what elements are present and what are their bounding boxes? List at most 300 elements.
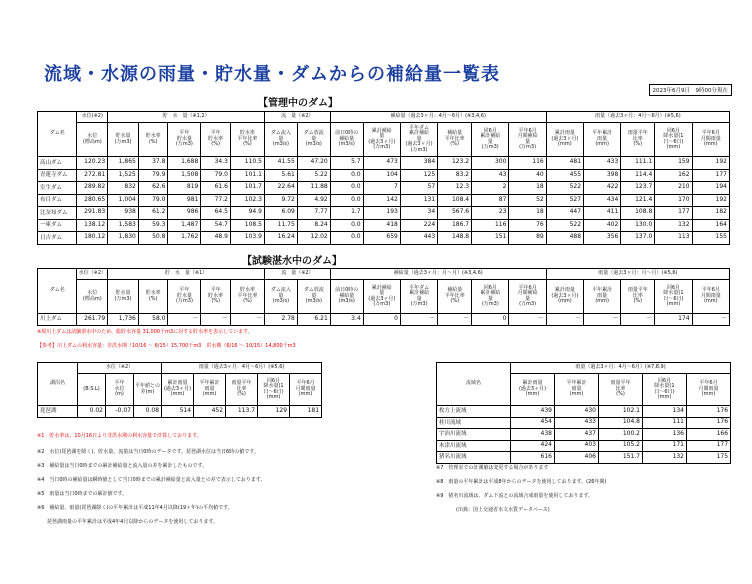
table-cell: 134 <box>643 406 687 418</box>
table-cell: － <box>692 314 729 326</box>
footnote: ※8 雨量の平年累計は平成8年からのデータを使用しております。(26年間) <box>436 479 607 485</box>
column-header: ダム流入 量 (m3/s) <box>264 280 297 314</box>
column-header: 平年 水位 (m) <box>106 374 134 406</box>
table-cell: － <box>168 314 201 326</box>
column-header: 貯水率 (%) <box>138 123 168 157</box>
table-cell: 111.1 <box>621 157 655 170</box>
table-cell: 193 <box>363 207 400 220</box>
table-cell: 194 <box>692 182 729 195</box>
table-cell: 181 <box>290 406 322 418</box>
column-header: 雨量平年 比率 (%) <box>621 280 655 314</box>
table-cell: 12.02 <box>297 232 330 245</box>
dam-name: 青蓮寺ダム <box>38 169 77 182</box>
table-cell: 101.1 <box>230 169 264 182</box>
footnote: (出典：国土交通省水文水質データベース) <box>456 507 550 513</box>
table-cell: 567.6 <box>438 207 472 220</box>
table-cell: 5.7 <box>330 157 363 170</box>
table-cell: 43 <box>472 169 509 182</box>
column-header: 同6月 降水量(1 日～6日) (mm) <box>655 280 692 314</box>
footnote: ※1 貯水率は、10月16日より非洪水期の利水容量で計算しております。 <box>37 433 202 439</box>
basin-table <box>436 362 731 464</box>
table-cell: 433 <box>555 417 599 429</box>
column-header: 雨量平年 比率 (%) <box>621 123 655 157</box>
table-cell: 79.9 <box>138 169 168 182</box>
table-cell: 62.6 <box>138 182 168 195</box>
table-row <box>38 194 730 207</box>
table-cell: 514 <box>162 406 194 418</box>
table-cell: 434 <box>584 194 621 207</box>
basin-name: 桂川流域 <box>437 417 511 429</box>
table-cell: 64.5 <box>201 207 231 220</box>
table-cell: 47.20 <box>297 157 330 170</box>
table-cell: 177 <box>687 440 731 452</box>
table-cell: 108.5 <box>230 219 264 232</box>
column-header: 平年 貯水量 (万m3) <box>168 123 201 157</box>
column-header: 同6月 降水量(1 日～6日) (mm) <box>643 374 687 406</box>
table-cell: 0.02 <box>78 406 106 418</box>
table-row <box>38 314 730 326</box>
trial-reference-note: 【参考】川上ダムの利水容量：非洪水期（10/16 ～ 6/15）15,700千m3 洪水期（6/16 ～ 10/15）14,800千m3 <box>37 343 296 349</box>
column-header: 平年6月 月間補給 量 (万m3) <box>509 280 546 314</box>
lake-name: 琵琶湖 <box>38 406 78 418</box>
table-cell: 1,865 <box>108 157 139 170</box>
table-row <box>38 406 322 418</box>
table-cell: 938 <box>108 207 139 220</box>
table-cell: 1,525 <box>108 169 139 182</box>
table-cell: 2.78 <box>264 314 297 326</box>
column-group-header: 補給量（過去3ヶ月：月～月）(※3,4,6) <box>330 269 546 280</box>
table-cell: 300 <box>472 157 509 170</box>
table-cell: 1,688 <box>168 157 201 170</box>
table-cell: 9.72 <box>264 194 297 207</box>
table-row <box>38 157 730 170</box>
table-cell: 981 <box>168 194 201 207</box>
basin-name: 宇治川流域 <box>437 429 511 441</box>
column-header: 平年6月 月間雨量 (mm) <box>692 123 729 157</box>
table-cell: 430 <box>555 406 599 418</box>
column-group-header: 水位(※2) <box>77 112 108 123</box>
table-cell: 123.7 <box>621 182 655 195</box>
basin-name: 木津川流域 <box>437 440 511 452</box>
column-header: 前日0時の 補給量 (m3/s) <box>330 123 363 157</box>
table-row <box>38 169 730 182</box>
column-header: 累計補給 量 (過去3ヶ月) (万m3) <box>363 123 400 157</box>
table-cell: 180.12 <box>77 232 108 245</box>
table-cell: 131 <box>400 194 437 207</box>
column-header: 累計雨量 (過去3ヶ月) (mm) <box>162 374 194 406</box>
table-cell: － <box>230 314 264 326</box>
trial-note: ※現川上ダムは試験湛水中のため、総貯水容量 31,000千m3に対する貯水率を表示しています。 <box>37 329 253 335</box>
table-cell: 22.64 <box>264 182 297 195</box>
table-cell: 52 <box>509 194 546 207</box>
column-header: 雨量平年 比率 (%) <box>226 374 258 406</box>
table-cell: 40 <box>509 169 546 182</box>
basin-name: 枚方上流域 <box>437 406 511 418</box>
table-cell: 159 <box>655 157 692 170</box>
table-cell: 0 <box>472 314 509 326</box>
column-header-name: ダム名 <box>38 112 77 157</box>
column-header: ダム放流 量 (m3/s) <box>297 123 330 157</box>
table-cell: 289.82 <box>77 182 108 195</box>
column-header-name: 湖沼名 <box>38 363 78 406</box>
table-cell: 522 <box>546 182 583 195</box>
column-header: 平年累計 雨量 (mm) <box>194 374 226 406</box>
lake-table <box>37 362 322 418</box>
dam-name: 高山ダム <box>38 157 77 170</box>
table-cell: 424 <box>511 440 555 452</box>
table-cell: 433 <box>584 157 621 170</box>
table-cell: 175 <box>687 452 731 464</box>
table-cell: 151.7 <box>599 452 643 464</box>
column-header: ダム流入 量 (m3/s) <box>264 123 297 157</box>
column-header: 平年 貯水量 (万m3) <box>168 280 201 314</box>
footnote: ※9 猪名川流域は、ダム下流との流域合成雨量を使用しております。 <box>436 493 593 499</box>
table-cell: 132 <box>655 219 692 232</box>
table-cell: 83.2 <box>438 169 472 182</box>
footnote: ※6 補給量、雨量(琵琶湖除く)の平年累計は平成11年4月以降(19ヶ年)の平均値です。 <box>37 505 233 511</box>
column-header-name: ダム名 <box>38 269 77 314</box>
table-cell: 37.8 <box>138 157 168 170</box>
table-cell: 291.83 <box>77 207 108 220</box>
table-cell: 120.23 <box>77 157 108 170</box>
trial-dams-table <box>37 268 730 326</box>
table-cell: 0.08 <box>134 406 162 418</box>
table-cell: 473 <box>363 157 400 170</box>
table-cell: 136 <box>643 429 687 441</box>
table-cell: 155 <box>692 232 729 245</box>
column-header: 貯水率 (%) <box>138 280 168 314</box>
table-cell: 108.8 <box>621 207 655 220</box>
table-cell: － <box>201 314 231 326</box>
table-cell: － <box>509 314 546 326</box>
column-header: 貯水率 平年比率 (%) <box>230 280 264 314</box>
table-cell: 18 <box>509 207 546 220</box>
table-cell: 261.79 <box>77 314 108 326</box>
column-header: 貯水量 (万m3) <box>108 280 139 314</box>
column-header: 平年6月 月間雨量 (mm) <box>692 280 729 314</box>
column-header: 累計雨量 (過去3ヶ月) (mm) <box>546 123 583 157</box>
table-cell: 41.55 <box>264 157 297 170</box>
table-cell: 177 <box>692 169 729 182</box>
column-header: 同6月 降水量(1 日～6日) (mm) <box>258 374 290 406</box>
table-row <box>437 417 731 429</box>
table-cell: 87 <box>472 194 509 207</box>
table-cell: 129 <box>258 406 290 418</box>
footnote: 琵琶湖雨量の平年累計は平成4年4月以降からのデータを使用しております。 <box>37 519 218 525</box>
table-cell: 422 <box>584 182 621 195</box>
column-header: 平年6月 月間補給 量 (万m3) <box>509 123 546 157</box>
table-cell: 170 <box>655 194 692 207</box>
footnote: ※5 雨量は当日0時までの累計値です。 <box>37 491 128 497</box>
table-cell: 151 <box>472 232 509 245</box>
footnote: ※4 当日0時の補給量は瞬時値として当日0時までの累計補給量と流入量との差で表示しております。 <box>37 477 266 483</box>
table-cell: 0.0 <box>330 194 363 207</box>
column-header: 水位 (標高m) <box>77 280 108 314</box>
table-cell: 418 <box>363 219 400 232</box>
table-cell: 116 <box>509 157 546 170</box>
table-row <box>437 406 731 418</box>
table-cell: 142 <box>363 194 400 207</box>
column-header: 水位 (標高m) <box>77 123 108 157</box>
table-cell: 77.2 <box>201 194 231 207</box>
table-cell: 406 <box>555 452 599 464</box>
footnote: ※3 補給量は当日0時までの累計補給量と流入量の差を累計したものです。 <box>37 463 208 469</box>
table-cell: 104 <box>363 169 400 182</box>
footnote: ※7 管理室での計測値は変更する場合があります <box>436 465 549 471</box>
report-date: 2023年6月9日 9時00分現在 <box>649 84 733 96</box>
table-cell: 1,830 <box>108 232 139 245</box>
table-cell: 182 <box>692 207 729 220</box>
column-header: 平年ダム 累計補給 量 (過去3ヶ月) (万m3) <box>400 123 437 157</box>
table-row <box>38 182 730 195</box>
column-header: 同6月 降水量(1 日～6日) (mm) <box>655 123 692 157</box>
table-cell: 447 <box>546 207 583 220</box>
dam-name: 布目ダム <box>38 194 77 207</box>
table-row <box>437 452 731 464</box>
table-cell: 137.0 <box>621 232 655 245</box>
table-cell: 6.21 <box>297 314 330 326</box>
table-cell: 280.65 <box>77 194 108 207</box>
table-cell: 132 <box>643 452 687 464</box>
table-cell: 986 <box>168 207 201 220</box>
table-cell: 113.7 <box>226 406 258 418</box>
table-cell: 121.4 <box>621 194 655 207</box>
table-cell: － <box>400 314 437 326</box>
table-cell: 224 <box>400 219 437 232</box>
table-cell: 1,736 <box>108 314 139 326</box>
column-group-header: 流 量（※2） <box>264 112 330 123</box>
table-cell: 174 <box>655 314 692 326</box>
table-cell: 89 <box>509 232 546 245</box>
table-cell: 108.4 <box>438 194 472 207</box>
table-cell: 176 <box>687 406 731 418</box>
table-cell: － <box>584 314 621 326</box>
table-cell: 454 <box>511 417 555 429</box>
column-header: 平年 貯水率 (%) <box>201 280 231 314</box>
table-cell: 3.4 <box>330 314 363 326</box>
table-cell: 16.24 <box>264 232 297 245</box>
column-group-header: 貯 水 量（※1,2） <box>108 112 265 123</box>
table-row <box>38 232 730 245</box>
table-cell: 272.81 <box>77 169 108 182</box>
table-cell: 0.0 <box>330 182 363 195</box>
page-title: 流域・水源の雨量・貯水量・ダムからの補給量一覧表 <box>44 64 500 85</box>
table-cell: 176 <box>687 417 731 429</box>
table-cell: 148.8 <box>438 232 472 245</box>
table-cell: 1,583 <box>108 219 139 232</box>
table-cell: 4.92 <box>297 194 330 207</box>
table-cell: 402 <box>584 219 621 232</box>
table-cell: 125 <box>400 169 437 182</box>
table-row <box>38 207 730 220</box>
table-cell: 177 <box>655 207 692 220</box>
table-cell: 103.9 <box>230 232 264 245</box>
table-cell: 104.8 <box>599 417 643 429</box>
column-group-header: 流 量（※2） <box>264 269 330 280</box>
table-cell: 192 <box>692 157 729 170</box>
table-cell: 403 <box>555 440 599 452</box>
basin-name: 猪名川流域 <box>437 452 511 464</box>
column-group-header: 雨量（過去3ヶ月：月～月）(※5,6) <box>546 269 729 280</box>
table-cell: 0.0 <box>330 219 363 232</box>
table-cell: 166 <box>687 429 731 441</box>
table-cell: 5.61 <box>264 169 297 182</box>
table-cell: 1.7 <box>330 207 363 220</box>
column-group-header: 水位（※2） <box>77 269 108 280</box>
column-header: 平年 貯水率 (%) <box>201 123 231 157</box>
column-header: 前日0時の 補給量 (m3/s) <box>330 280 363 314</box>
dam-name: 比奈知ダム <box>38 207 77 220</box>
table-cell: 76 <box>509 219 546 232</box>
table-cell: 57 <box>400 182 437 195</box>
table-cell: 102.3 <box>230 194 264 207</box>
column-group-header: 雨量（過去3ヶ月：4月～6月）(※5,6) <box>162 363 322 374</box>
table-cell: 384 <box>400 157 437 170</box>
table-cell: 100.2 <box>599 429 643 441</box>
table-cell: 123.2 <box>438 157 472 170</box>
column-header: 平年6月 月間雨量 (mm) <box>290 374 322 406</box>
column-header: 平年ダム 累計補給 量 (万m3) <box>400 280 437 314</box>
table-cell: 8.24 <box>297 219 330 232</box>
column-header: 平年累計 雨量 (mm) <box>584 280 621 314</box>
table-cell: 34 <box>400 207 437 220</box>
table-cell: 171 <box>643 440 687 452</box>
column-header: 平年累計 雨量 (mm) <box>555 374 599 406</box>
table-cell: 411 <box>584 207 621 220</box>
table-cell: 54.7 <box>201 219 231 232</box>
table-cell: 111 <box>643 417 687 429</box>
column-group-header: 補給量（過去3ヶ月：4月～6月）(※3,4,6) <box>330 112 546 123</box>
column-group-header: 雨量（過去3ヶ月：4月～6月）(※5,6) <box>546 112 729 123</box>
table-cell: 34.3 <box>201 157 231 170</box>
table-cell: 11.88 <box>297 182 330 195</box>
table-cell: 11.75 <box>264 219 297 232</box>
dam-name: 川上ダム <box>38 314 77 326</box>
table-row <box>437 440 731 452</box>
table-cell: 186.7 <box>438 219 472 232</box>
table-cell: 110.5 <box>230 157 264 170</box>
table-cell: 616 <box>511 452 555 464</box>
table-cell: -0.07 <box>106 406 134 418</box>
column-header: 貯水率 平年比率 (%) <box>230 123 264 157</box>
table-cell: 18 <box>509 182 546 195</box>
managed-dams-heading: 【管理中のダム】 <box>258 98 338 109</box>
table-cell: 162 <box>655 169 692 182</box>
column-header: (B.S.L) <box>78 374 106 406</box>
table-cell: 5.22 <box>297 169 330 182</box>
table-cell: 79.0 <box>201 169 231 182</box>
column-header: 累計雨量 (過去3ヶ月) (mm) <box>546 280 583 314</box>
table-cell: 6.09 <box>264 207 297 220</box>
table-cell: 61.2 <box>138 207 168 220</box>
table-cell: 1,004 <box>108 194 139 207</box>
table-row <box>437 429 731 441</box>
table-cell: 1,487 <box>168 219 201 232</box>
table-cell: 12.3 <box>438 182 472 195</box>
table-cell: 1,508 <box>168 169 201 182</box>
table-cell: 2 <box>472 182 509 195</box>
column-header: 平年6月 月間雨量 (mm) <box>687 374 731 406</box>
table-cell: 522 <box>546 219 583 232</box>
table-cell: 437 <box>555 429 599 441</box>
column-group-header: 水位（※2） <box>78 363 162 374</box>
table-cell: 659 <box>363 232 400 245</box>
table-cell: 130.0 <box>621 219 655 232</box>
table-cell: 48.9 <box>201 232 231 245</box>
table-cell: 452 <box>194 406 226 418</box>
column-header: 同6月 累計補給 量 (万m3) <box>472 123 509 157</box>
table-cell: 58.0 <box>138 314 168 326</box>
table-cell: 0.0 <box>330 169 363 182</box>
managed-dams-table <box>37 111 730 245</box>
table-cell: 438 <box>511 429 555 441</box>
column-header: ダム放流 量 (m3/s) <box>297 280 330 314</box>
dam-name: 一庫ダム <box>38 219 77 232</box>
table-cell: 138.12 <box>77 219 108 232</box>
table-cell: 50.8 <box>138 232 168 245</box>
trial-dams-heading: 【試験湛水中のダム】 <box>242 256 342 267</box>
table-cell: 192 <box>692 194 729 207</box>
dam-name: 日吉ダム <box>38 232 77 245</box>
column-header: 累計補給 量 (過去3ヶ月) (万m3) <box>363 280 400 314</box>
column-header-name: 流域名 <box>437 363 511 406</box>
column-header: 補給量 平年比率 (%) <box>438 280 472 314</box>
table-cell: 61.6 <box>201 182 231 195</box>
dam-name: 室生ダム <box>38 182 77 195</box>
table-cell: 832 <box>108 182 139 195</box>
table-cell: 356 <box>584 232 621 245</box>
table-cell: 527 <box>546 194 583 207</box>
table-cell: － <box>546 314 583 326</box>
table-cell: 398 <box>584 169 621 182</box>
table-cell: 101.7 <box>230 182 264 195</box>
table-cell: 7 <box>363 182 400 195</box>
table-cell: 455 <box>546 169 583 182</box>
table-cell: － <box>621 314 655 326</box>
column-header: 同6月 累計補給 量 (万m3) <box>472 280 509 314</box>
table-cell: 79.0 <box>138 194 168 207</box>
column-header: 貯水量 (万m3) <box>108 123 139 157</box>
column-header: 雨量平年 比率 (%) <box>599 374 643 406</box>
footnote: ※2 水位(琵琶湖を除く)、貯水量、流量は当日0時のデータです。琵琶湖水位は当日6時の値です。 <box>37 449 259 455</box>
column-header: 平年累計 雨量 (mm) <box>584 123 621 157</box>
table-cell: 102.1 <box>599 406 643 418</box>
column-header: 補給量 平年比率 (%) <box>438 123 472 157</box>
table-cell: 116 <box>472 219 509 232</box>
column-header: 累計雨量 (過去3ヶ月) (mm) <box>511 374 555 406</box>
table-cell: 113 <box>655 232 692 245</box>
table-cell: 114.4 <box>621 169 655 182</box>
table-cell: 819 <box>168 182 201 195</box>
table-cell: 23 <box>472 207 509 220</box>
table-row <box>38 219 730 232</box>
table-cell: 0.0 <box>330 232 363 245</box>
table-cell: 488 <box>546 232 583 245</box>
table-cell: 59.3 <box>138 219 168 232</box>
table-cell: 481 <box>546 157 583 170</box>
column-group-header: 貯 水 量（※1） <box>108 269 265 280</box>
table-cell: 210 <box>655 182 692 195</box>
column-group-header: 雨量（過去3ヶ月：4月～6月）(※7,8,9) <box>511 363 731 374</box>
table-cell: 439 <box>511 406 555 418</box>
column-header: 平年値との 差(m) <box>134 374 162 406</box>
table-cell: 105.2 <box>599 440 643 452</box>
table-cell: 164 <box>692 219 729 232</box>
table-cell: 7.77 <box>297 207 330 220</box>
table-cell: 94.9 <box>230 207 264 220</box>
table-cell: 443 <box>400 232 437 245</box>
table-cell: － <box>438 314 472 326</box>
